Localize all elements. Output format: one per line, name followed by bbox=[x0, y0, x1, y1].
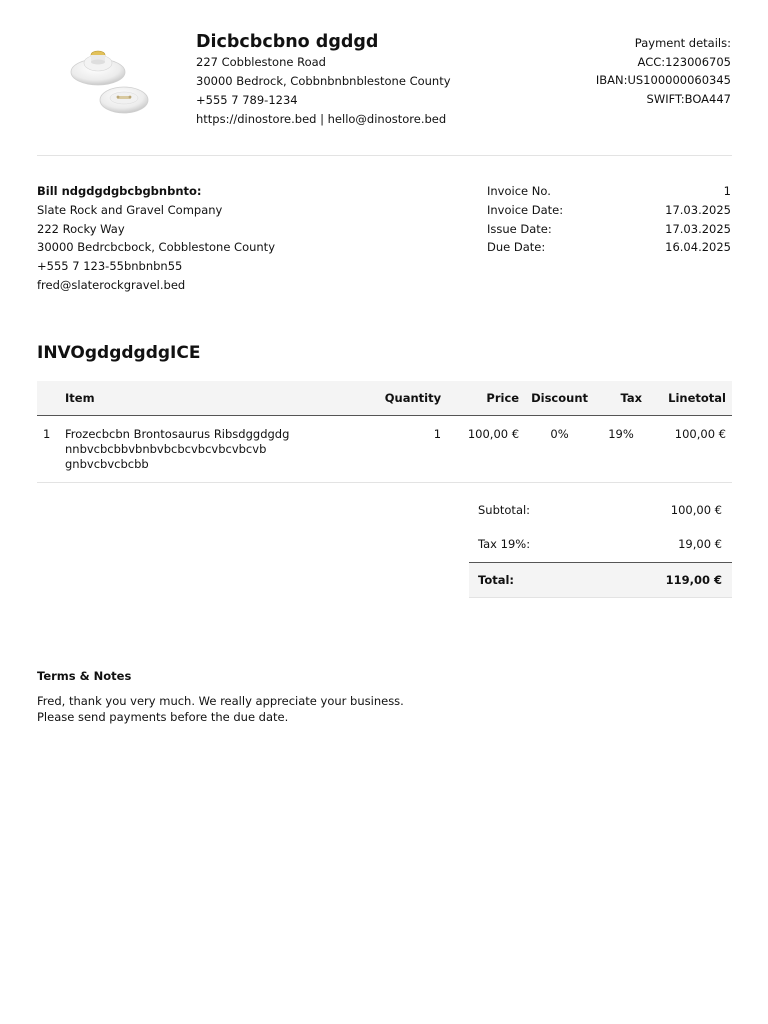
items-table bbox=[37, 381, 732, 483]
header-linetotal: Linetotal bbox=[648, 381, 732, 415]
tax-row bbox=[469, 527, 732, 562]
meta-label: Invoice Date: bbox=[487, 202, 564, 217]
meta-value: 1 bbox=[723, 184, 731, 198]
payment-acc: ACC:123006705 bbox=[637, 54, 731, 69]
meta-label: Due Date: bbox=[487, 240, 546, 255]
row-discount: 0% bbox=[525, 415, 594, 482]
header-divider bbox=[37, 155, 732, 156]
subtotal-value: 100,00 € bbox=[670, 502, 722, 517]
header-num bbox=[37, 381, 59, 415]
bill-to-phone: +555 7 123-55bnbnbn55 bbox=[37, 259, 183, 274]
terms-line2: Please send payments before the due date. bbox=[37, 710, 289, 724]
row-item bbox=[59, 415, 342, 482]
meta-value: 16.04.2025 bbox=[665, 240, 731, 255]
payment-iban: IBAN:US100000060345 bbox=[595, 73, 731, 87]
row-linetotal: 100,00 € bbox=[648, 415, 732, 482]
company-web-email: https://dinostore.bed | hello@dinostore.bed bbox=[196, 112, 447, 126]
meta-value: 17.03.2025 bbox=[665, 202, 731, 217]
lamp-socket-icon bbox=[66, 42, 156, 120]
subtotal-row bbox=[469, 492, 732, 527]
header-item: Item bbox=[59, 381, 342, 415]
row-tax: 19% bbox=[594, 415, 648, 482]
subtotal-label: Subtotal: bbox=[478, 502, 531, 517]
total-value: 119,00 € bbox=[597, 562, 732, 597]
terms-notes bbox=[37, 668, 404, 726]
company-name: Dicbcbcbno dgdgd bbox=[196, 32, 379, 52]
items-header-row bbox=[37, 381, 732, 415]
meta-row bbox=[487, 182, 731, 201]
meta-row bbox=[487, 201, 731, 220]
company-phone: +555 7 789-1234 bbox=[196, 93, 298, 107]
meta-row bbox=[487, 220, 731, 239]
item-name: Frozecbcbn Brontosaurus Ribsdggdgdg bbox=[65, 426, 290, 441]
total-label: Total: bbox=[469, 562, 597, 597]
payment-details bbox=[596, 34, 731, 108]
item-description: nnbvcbcbbvbnbvbcbcvbcvbcvbcvb gnbvcbvcbcbb bbox=[65, 441, 267, 471]
total-row bbox=[469, 562, 732, 597]
meta-label: Issue Date: bbox=[487, 221, 552, 236]
row-quantity: 1 bbox=[342, 415, 447, 482]
invoice-meta bbox=[487, 182, 731, 257]
company-info bbox=[196, 31, 451, 129]
terms-heading: Terms & Notes bbox=[37, 669, 132, 683]
payment-swift: SWIFT:BOA447 bbox=[646, 91, 731, 106]
document-title: INVOgdgdgdgICE bbox=[37, 343, 201, 363]
table-row bbox=[37, 415, 732, 482]
meta-value: 17.03.2025 bbox=[665, 221, 731, 236]
header-quantity: Quantity bbox=[342, 381, 447, 415]
bill-to-email: fred@slaterockgravel.bed bbox=[37, 277, 186, 292]
terms-line1: Fred, thank you very much. We really appreciate your business. bbox=[37, 693, 404, 708]
bill-to bbox=[37, 182, 275, 295]
company-address-line1: 227 Cobblestone Road bbox=[196, 55, 326, 69]
header-price: Price bbox=[447, 381, 525, 415]
row-price: 100,00 € bbox=[447, 415, 525, 482]
payment-heading: Payment details: bbox=[634, 36, 731, 50]
bill-to-name: Slate Rock and Gravel Company bbox=[37, 202, 223, 217]
bill-to-city: 30000 Bedrcbcbock, Cobblestone County bbox=[37, 240, 276, 255]
row-num: 1 bbox=[37, 415, 59, 482]
tax-label: Tax 19%: bbox=[478, 537, 531, 552]
header-tax: Tax bbox=[594, 381, 648, 415]
header-discount: Discount bbox=[525, 381, 594, 415]
totals-table bbox=[469, 492, 732, 598]
company-logo bbox=[66, 42, 156, 120]
bill-to-heading: Bill ndgdgdgbcbgbnbnto: bbox=[37, 184, 202, 198]
meta-label: Invoice No. bbox=[487, 184, 551, 198]
tax-value: 19,00 € bbox=[678, 537, 722, 552]
meta-row bbox=[487, 238, 731, 257]
company-address-line2: 30000 Bedrock, Cobbnbnbnblestone County bbox=[196, 74, 451, 88]
bill-to-street: 222 Rocky Way bbox=[37, 221, 125, 236]
